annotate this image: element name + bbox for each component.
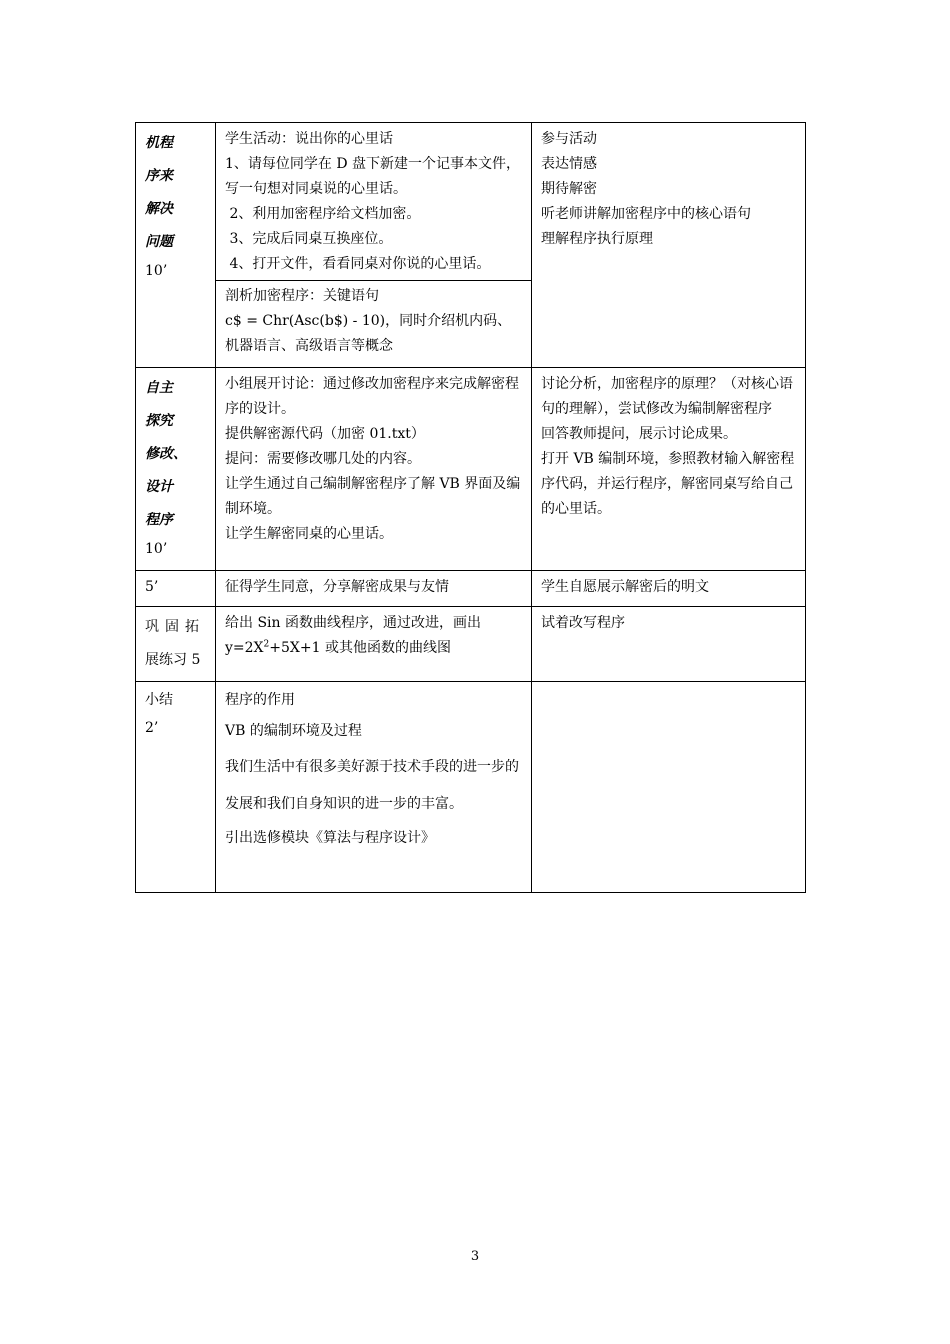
table-row [136,368,806,571]
teacher-cell [216,368,532,571]
stage-text: 巩固拓 [145,619,205,635]
student-cell [532,571,806,607]
stage-text: 探究 [145,413,173,429]
teacher-subsection [216,280,531,359]
teacher-text: +5X+1 或其他函数的曲线图 [269,640,451,656]
student-text: 打开 VB 编制环境，参照教材输入解密程序代码，并运行程序，解密同桌写给自己的心里话。 [541,451,795,517]
time-text: 10’ [145,541,168,557]
stage-text: 2’ [145,720,159,736]
stage-text: 序来 [145,168,173,184]
lesson-plan-table [135,122,806,893]
teacher-text: 让学生解密同桌的心里话。 [225,526,393,542]
table-row [136,682,806,893]
table-row [136,571,806,607]
stage-cell [136,123,216,368]
student-text: 试着改写程序 [541,615,625,631]
teacher-text: 4、打开文件，看看同桌对你说的心里话。 [225,256,491,272]
time-text: 10’ [145,263,168,279]
student-text: 回答教师提问，展示讨论成果。 [541,426,737,442]
teacher-text: 2、利用加密程序给文档加密。 [225,206,421,222]
teacher-text: 剖析加密程序：关键语句 [225,288,379,304]
student-cell [532,607,806,682]
stage-cell [136,571,216,607]
stage-text: 小结 [145,692,173,708]
teacher-text: c$ = Chr(Asc(b$) - 10)，同时介绍机内码、机器语言、高级语言等概念 [225,313,512,354]
stage-text: 解决 [145,201,173,217]
teacher-text: 小组展开讨论：通过修改加密程序来完成解密程序的设计。 [225,376,519,417]
table-row [136,123,806,368]
stage-cell [136,368,216,571]
student-text: 参与活动 [541,131,597,147]
teacher-text: 给出 Sin 函数曲线程序，通过改进，画出 y=2X [225,615,481,656]
stage-text: 机程 [145,135,173,151]
student-text: 理解程序执行原理 [541,231,653,247]
student-text: 期待解密 [541,181,597,197]
exponent: 2 [263,639,270,650]
teacher-text: 我们生活中有很多美好源于技术手段的进一步的发展和我们自身知识的进一步的丰富。 [225,759,519,812]
student-text: 讨论分析，加密程序的原理？（对核心语句的理解），尝试修改为编制解密程序 [541,376,793,417]
stage-text: 问题 [145,234,173,250]
page-number: 3 [470,1249,480,1264]
table-row [136,607,806,682]
teacher-text: 程序的作用 [225,692,295,708]
teacher-text: 1、请每位同学在 D 盘下新建一个记事本文件，写一句想对同桌说的心里话。 [225,156,521,197]
student-text: 听老师讲解加密程序中的核心语句 [541,206,751,222]
stage-text: 展练习 5 [145,652,201,668]
stage-text: 设计 [145,479,173,495]
student-cell [532,368,806,571]
teacher-text: VB 的编制环境及过程 [225,723,362,739]
teacher-cell [216,682,532,893]
teacher-text: 征得学生同意，分享解密成果与友情 [225,579,449,595]
teacher-cell [216,123,532,368]
teacher-text: 3、完成后同桌互换座位。 [225,231,393,247]
student-cell [532,123,806,368]
teacher-text: 引出选修模块《算法与程序设计》 [225,830,435,846]
time-text: 5’ [145,579,159,595]
student-cell [532,682,806,893]
teacher-cell [216,571,532,607]
student-text: 学生自愿展示解密后的明文 [541,579,709,595]
stage-text: 自主 [145,380,173,396]
teacher-text: 提问：需要修改哪几处的内容。 [225,451,421,467]
stage-cell [136,682,216,893]
stage-text: 程序 [145,512,173,528]
teacher-text: 让学生通过自己编制解密程序了解 VB 界面及编制环境。 [225,476,521,517]
stage-text: 修改、 [145,446,187,462]
teacher-text: 学生活动：说出你的心里话 [225,131,393,147]
teacher-text: 提供解密源代码（加密 01.txt） [225,426,425,442]
teacher-cell [216,607,532,682]
student-text: 表达情感 [541,156,597,172]
stage-cell [136,607,216,682]
